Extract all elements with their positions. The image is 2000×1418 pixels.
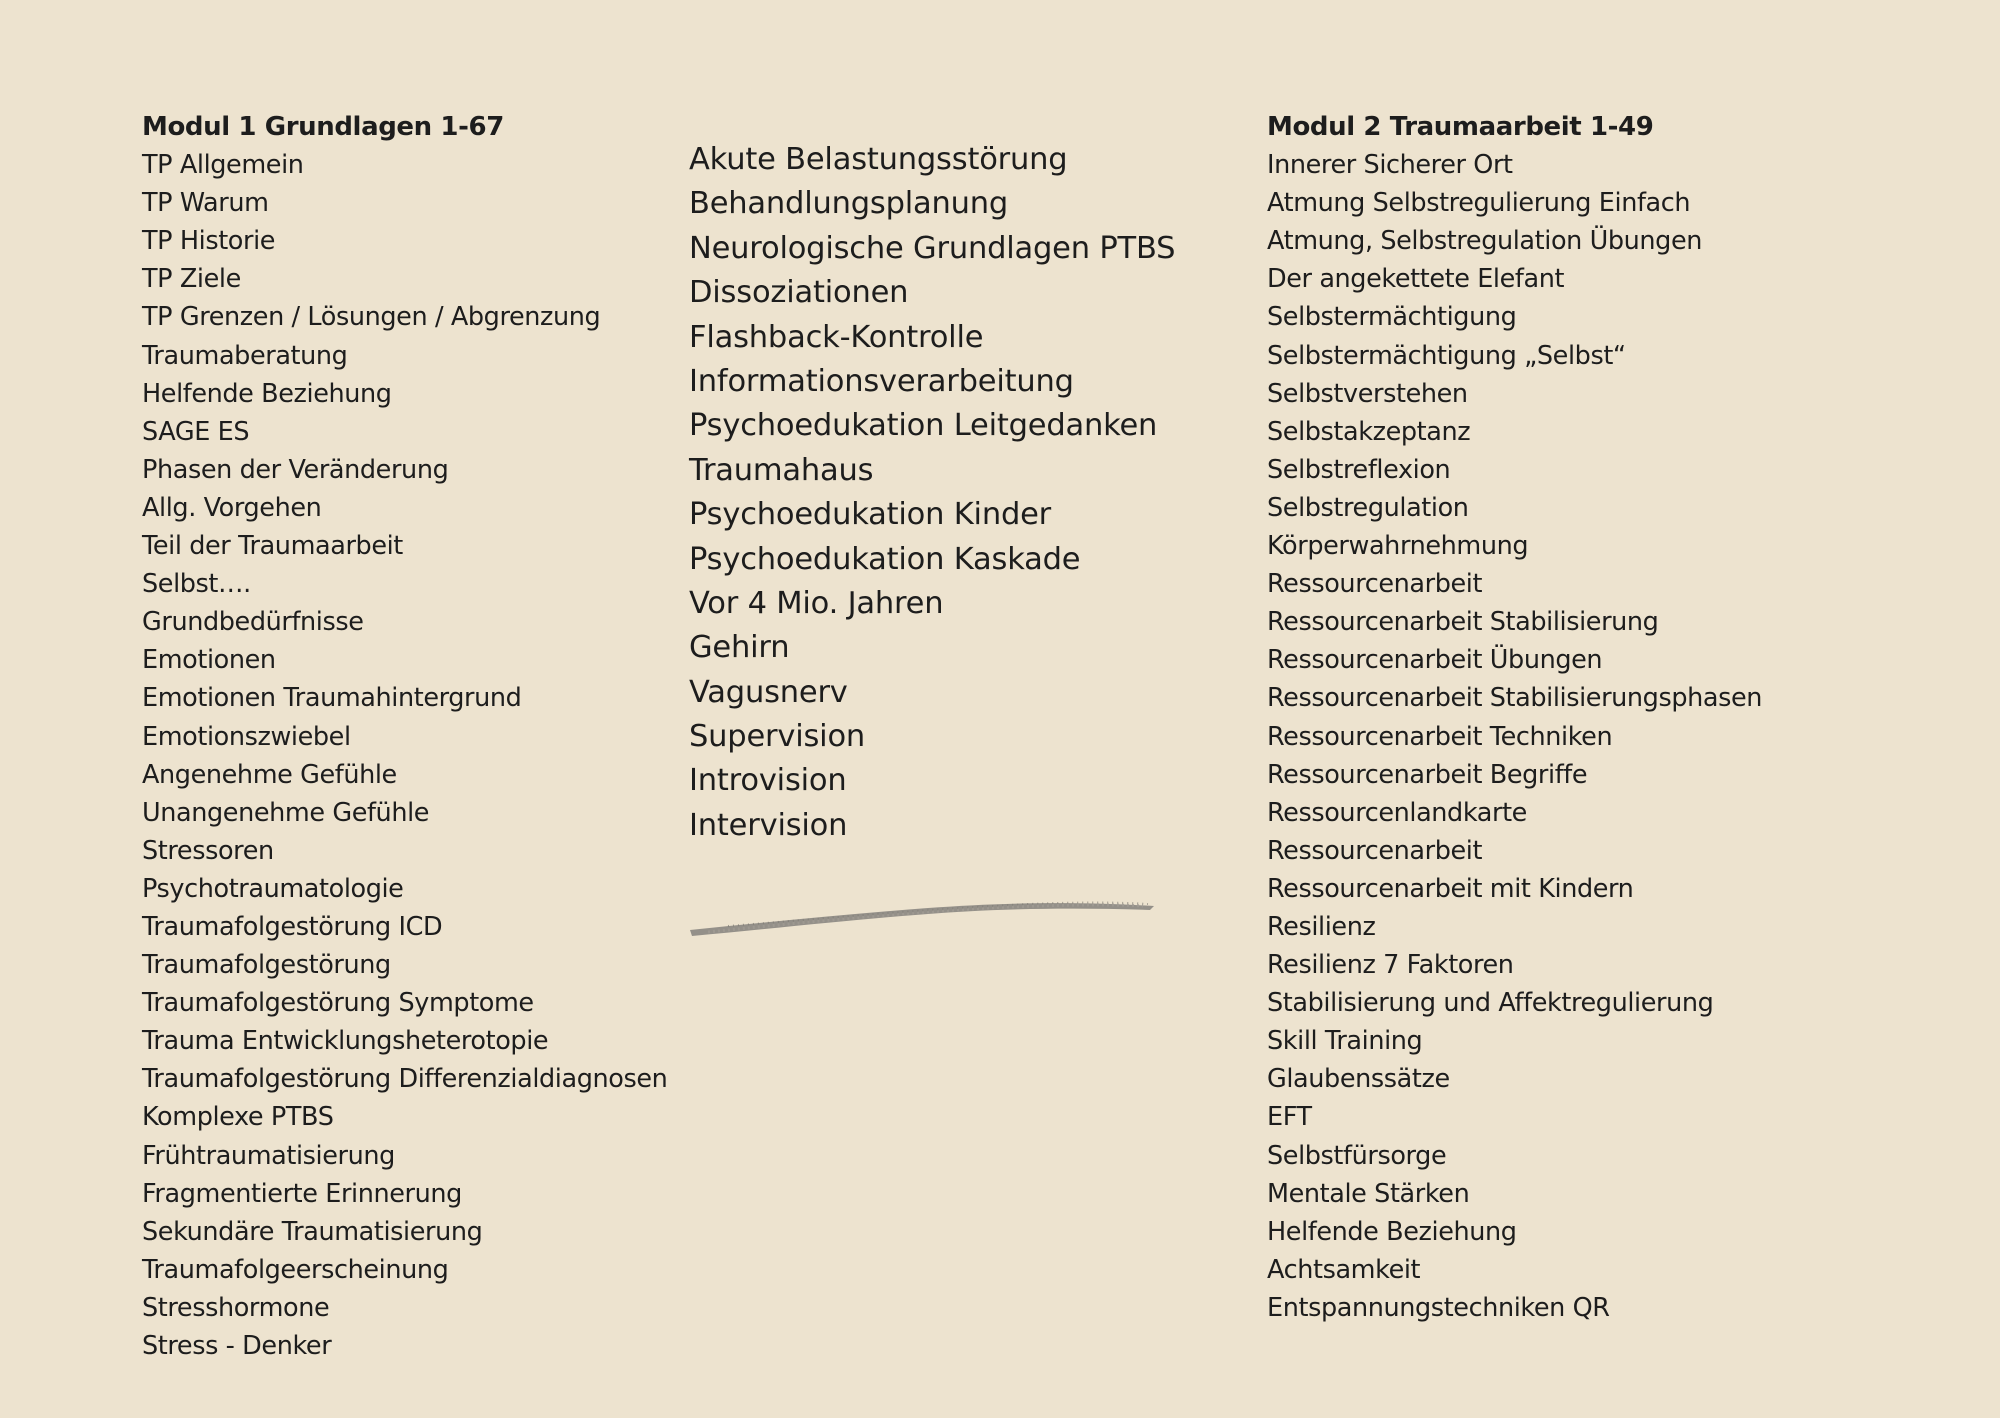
topic-item: Introvision	[689, 763, 847, 799]
topic-item: Selbstakzeptanz	[1267, 416, 1471, 447]
additional-topics-column	[689, 138, 1249, 848]
topic-item: Gehirn	[689, 630, 790, 666]
topic-item: Akute Belastungsstörung	[689, 142, 1068, 177]
topic-item: Ressourcenlandkarte	[1267, 797, 1527, 828]
topic-item: Traumaberatung	[142, 340, 348, 371]
topic-item: Grundbedürfnisse	[142, 607, 364, 638]
topic-item: TP Grenzen / Lösungen / Abgrenzung	[142, 302, 601, 333]
topic-item: TP Allgemein	[142, 150, 304, 181]
topic-item: EFT	[1267, 1102, 1312, 1133]
brush-stroke-main	[690, 903, 1154, 936]
topic-item: Traumafolgeerscheinung	[142, 1254, 449, 1285]
topic-item: Informationsverarbeitung	[689, 363, 1074, 399]
topic-item: Selbstfürsorge	[1267, 1140, 1447, 1171]
module-1-topic-list	[142, 146, 702, 1365]
topic-item: Skill Training	[1267, 1026, 1423, 1057]
module-2-column	[1267, 108, 1907, 1327]
topic-item: Ressourcenarbeit Stabilisierungsphasen	[1267, 683, 1763, 714]
topic-item: Atmung, Selbstregulation Übungen	[1267, 226, 1703, 257]
topic-item: Psychoedukation Kaskade	[689, 541, 1081, 577]
topic-item: Psychoedukation Leitgedanken	[689, 408, 1158, 444]
topic-item: Psychotraumatologie	[142, 873, 404, 904]
topic-item: Ressourcenarbeit Begriffe	[1267, 759, 1588, 790]
topic-item: Vagusnerv	[689, 674, 848, 710]
topic-item: Selbst….	[142, 569, 251, 600]
topic-item: Supervision	[689, 719, 866, 755]
topic-item: Selbstermächtigung	[1267, 302, 1517, 333]
brush-stroke-divider	[688, 892, 1158, 942]
topic-item: Emotionen Traumahintergrund	[142, 683, 522, 714]
topic-item: Ressourcenarbeit mit Kindern	[1267, 873, 1634, 904]
topic-item: Phasen der Veränderung	[142, 454, 449, 485]
topic-item: Innerer Sicherer Ort	[1267, 150, 1513, 181]
topic-item: Traumahaus	[689, 452, 874, 488]
topic-item: Helfende Beziehung	[142, 378, 392, 409]
topic-item: Sekundäre Traumatisierung	[142, 1216, 483, 1247]
topic-item: Psychoedukation Kinder	[689, 497, 1052, 533]
topic-item: Stress - Denker	[142, 1331, 332, 1361]
topic-item: Traumafolgestörung Symptome	[142, 988, 534, 1019]
topic-item: Behandlungsplanung	[689, 186, 1009, 222]
topic-item: TP Historie	[142, 226, 276, 257]
topic-item: Achtsamkeit	[1267, 1254, 1421, 1285]
topic-item: Traumafolgestörung ICD	[142, 911, 443, 942]
topic-item: Fragmentierte Erinnerung	[142, 1178, 462, 1209]
topic-item: Resilienz 7 Faktoren	[1267, 950, 1514, 981]
topic-item: Unangenehme Gefühle	[142, 797, 430, 828]
topic-item: Körperwahrnehmung	[1267, 531, 1529, 562]
topic-item: Vor 4 Mio. Jahren	[689, 585, 944, 621]
topic-item: Teil der Traumaarbeit	[142, 531, 403, 562]
topic-item: TP Ziele	[142, 264, 241, 295]
topic-item: Selbstreflexion	[1267, 454, 1451, 485]
topic-item: Ressourcenarbeit	[1267, 569, 1483, 600]
topic-item: Emotionszwiebel	[142, 721, 351, 752]
topic-item: Helfende Beziehung	[1267, 1216, 1517, 1247]
topic-item: Ressourcenarbeit Techniken	[1267, 721, 1613, 752]
topic-item: Ressourcenarbeit Stabilisierung	[1267, 607, 1659, 638]
module-1-heading: Modul 1 Grundlagen 1-67	[142, 112, 504, 142]
topic-item: Selbstermächtigung „Selbst“	[1267, 340, 1626, 371]
topic-item: Flashback-Kontrolle	[689, 319, 984, 355]
topic-item: Atmung Selbstregulierung Einfach	[1267, 188, 1691, 219]
topic-item: Selbstverstehen	[1267, 378, 1468, 409]
topic-item: TP Warum	[142, 188, 269, 219]
topic-item: Angenehme Gefühle	[142, 759, 397, 790]
topic-item: Mentale Stärken	[1267, 1178, 1470, 1209]
topic-item: Intervision	[689, 807, 848, 843]
topic-item: Resilienz	[1267, 911, 1376, 942]
topic-item: Entspannungstechniken QR	[1267, 1292, 1610, 1323]
topic-item: Traumafolgestörung Differenzialdiagnosen	[142, 1064, 668, 1095]
topic-item: Ressourcenarbeit	[1267, 835, 1483, 866]
module-2-heading: Modul 2 Traumaarbeit 1-49	[1267, 112, 1654, 142]
topic-item: Neurologische Grundlagen PTBS	[689, 230, 1176, 266]
topic-item: Selbstregulation	[1267, 492, 1469, 523]
topic-item: Komplexe PTBS	[142, 1102, 334, 1133]
topic-item: Der angekettete Elefant	[1267, 264, 1565, 295]
topic-item: Stabilisierung und Affektregulierung	[1267, 988, 1714, 1019]
module-2-topic-list	[1267, 146, 1907, 1327]
topic-item: Allg. Vorgehen	[142, 492, 322, 523]
topic-item: Dissoziationen	[689, 275, 909, 311]
topic-item: Frühtraumatisierung	[142, 1140, 395, 1171]
topic-item: Traumafolgestörung	[142, 950, 391, 981]
additional-topic-list	[689, 138, 1249, 848]
topic-item: Glaubenssätze	[1267, 1064, 1450, 1095]
topic-item: Stresshormone	[142, 1292, 330, 1323]
topic-item: Ressourcenarbeit Übungen	[1267, 645, 1603, 676]
topic-item: Stressoren	[142, 835, 274, 866]
topic-item: Emotionen	[142, 645, 276, 676]
module-1-column	[142, 108, 702, 1365]
topic-item: SAGE ES	[142, 416, 250, 447]
topic-item: Trauma Entwicklungsheterotopie	[142, 1026, 549, 1057]
